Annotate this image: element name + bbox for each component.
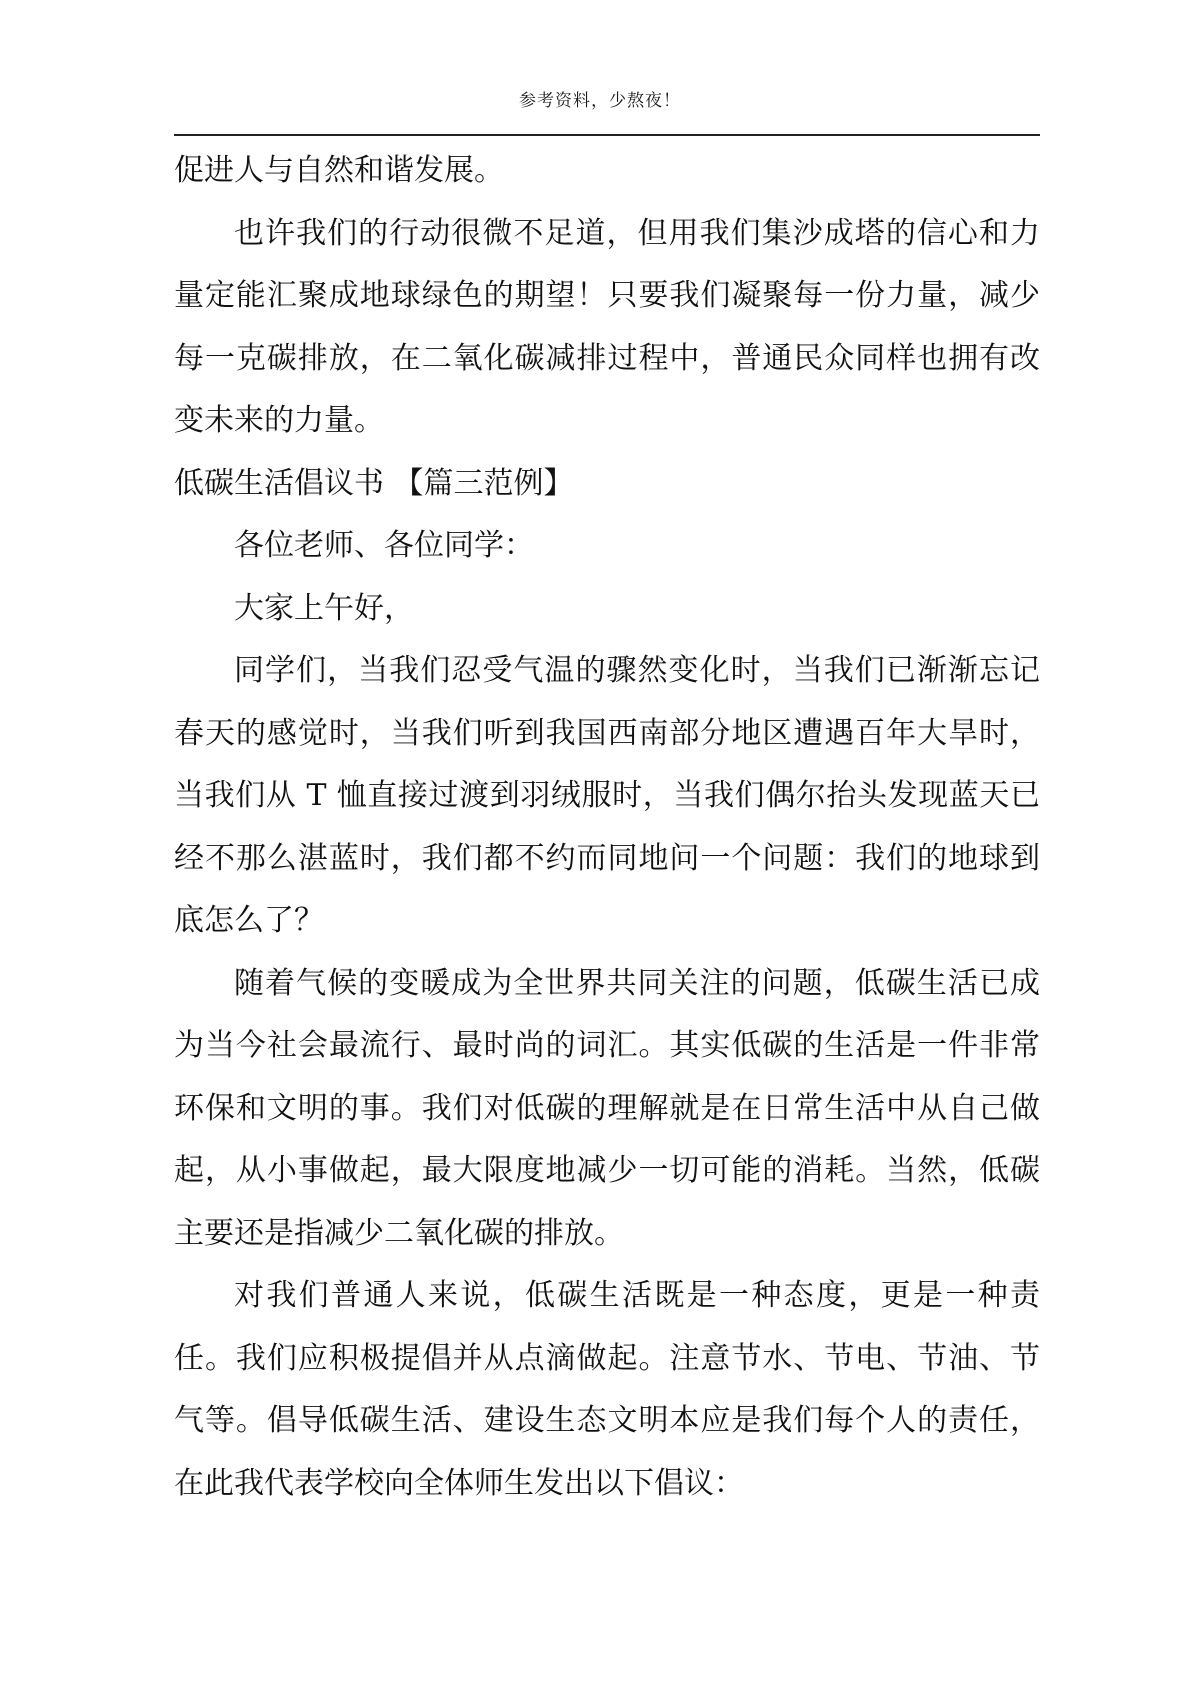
salutation: 各位老师、各位同学： [234, 528, 534, 563]
greeting: 大家上午好， [234, 590, 414, 626]
running-header: 参考资料，少熬夜！ [519, 91, 681, 111]
paragraph-climate-questions: 同学们，当我们忍受气温的骤然变化时，当我们已渐渐忘记春天的感觉时，当我们听到我国西南部分地区遭遇百年大旱时，当我们从 T 恤直接过渡到羽绒服时，当我们偶尔抬头发现蓝天已经不那么湛蓝时，我们都不约而同地问一个问题：我们的地球到底怎么了？ [174, 653, 1040, 938]
paragraph-continuation: 促进人与自然和谐发展。 [174, 153, 504, 188]
paragraph-action: 也许我们的行动很微不足道，但用我们集沙成塔的信心和力量定能汇聚成地球绿色的期望！只要我们凝聚每一份力量，减少每一克碳排放，在二氧化碳减排过程中，普通民众同样也拥有改变未来的力量。 [174, 215, 1040, 438]
paragraph-low-carbon-meaning: 随着气候的变暖成为全世界共同关注的问题，低碳生活已成为当今社会最流行、最时尚的词汇。其实低碳的生活是一件非常环保和文明的事。我们对低碳的理解就是在日常生活中从自己做起，从小事做起，最大限度地减少一切可能的消耗。当然，低碳主要还是指减少二氧化碳的排放。 [174, 965, 1040, 1251]
body-text [174, 140, 1040, 1515]
section-heading: 低碳生活倡议书 【篇三范例】 [174, 465, 574, 501]
paragraph-responsibility: 对我们普通人来说，低碳生活既是一种态度，更是一种责任。我们应积极提倡并从点滴做起。注意节水、节电、节油、节气等。倡导低碳生活、建设生态文明本应是我们每个人的责任，在此我代表学校向全体师生发出以下倡议： [174, 1278, 1040, 1501]
header-rule [174, 134, 1040, 136]
